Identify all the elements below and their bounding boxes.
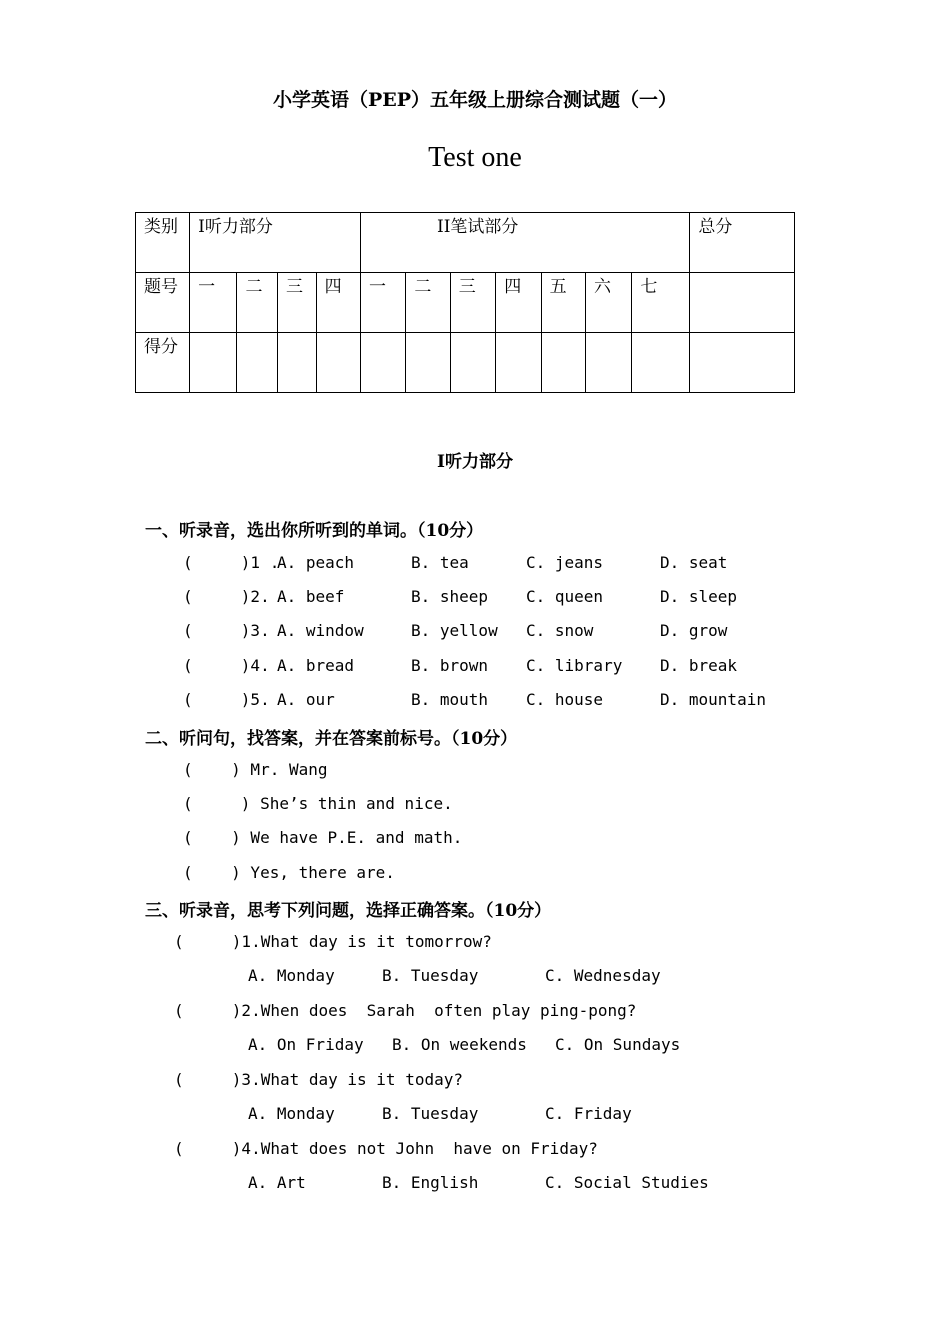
q1-option-c: C. house [526, 690, 604, 709]
q1-option-c: C. library [526, 656, 623, 675]
number-cell: 二 [237, 273, 278, 333]
q2-item: ( ) She’s thin and nice. [183, 794, 453, 813]
q3-option-c: C. Social Studies [545, 1173, 709, 1192]
q1-item-number: ( )2. [183, 587, 270, 606]
q3-option-a: A. Art [248, 1173, 306, 1192]
q2-item: ( ) Yes, there are. [183, 863, 395, 882]
score-cell[interactable] [541, 333, 585, 393]
score-cell[interactable] [586, 333, 632, 393]
q1-option-d: D. grow [660, 621, 728, 640]
q1-option-a: A. beef [277, 587, 345, 606]
number-cell: 五 [541, 273, 585, 333]
q1-item-number: ( )3. [183, 621, 270, 640]
q2-item: ( ) We have P.E. and math. [183, 828, 463, 847]
question-2-heading: 二、听问句，找答案，并在答案前标号。（10分） [145, 729, 518, 749]
number-cell: 二 [406, 273, 450, 333]
score-cell[interactable] [632, 333, 690, 393]
score-cell[interactable] [237, 333, 278, 393]
q3-option-b: B. Tuesday [382, 1104, 479, 1123]
number-cell: 四 [496, 273, 541, 333]
score-table [135, 212, 795, 393]
total-header: 总分 [690, 213, 795, 273]
score-cell[interactable] [316, 333, 360, 393]
q3-option-b: B. On weekends [392, 1035, 527, 1054]
score-cell[interactable] [360, 333, 405, 393]
q1-option-c: C. jeans [526, 553, 604, 572]
score-cell[interactable] [406, 333, 450, 393]
number-cell: 六 [586, 273, 632, 333]
total-number-cell [690, 273, 795, 333]
q3-option-a: A. Monday [248, 966, 335, 985]
total-score-cell[interactable] [690, 333, 795, 393]
q1-option-a: A. bread [277, 656, 355, 675]
number-cell: 四 [316, 273, 360, 333]
number-cell: 三 [450, 273, 495, 333]
q3-question: ( )2.When does Sarah often play ping-pong? [174, 1001, 637, 1020]
q3-question: ( )1.What day is it tomorrow? [174, 932, 492, 951]
score-cell[interactable] [190, 333, 237, 393]
q1-item-number: ( )4. [183, 656, 270, 675]
q2-item: ( ) Mr. Wang [183, 760, 328, 779]
q3-question: ( )4.What does not John have on Friday? [174, 1139, 598, 1158]
q3-option-c: C. Friday [545, 1104, 632, 1123]
q1-option-d: D. break [660, 656, 738, 675]
q1-item-number: ( )1 . [183, 553, 280, 572]
row-label-score: 得分 [136, 333, 190, 393]
q1-option-c: C. snow [526, 621, 594, 640]
q1-option-b: B. sheep [411, 587, 489, 606]
row-label-number: 题号 [136, 273, 190, 333]
number-cell: 三 [277, 273, 316, 333]
table-row [136, 213, 795, 273]
number-cell: 七 [632, 273, 690, 333]
table-row [136, 333, 795, 393]
q3-option-a: A. Monday [248, 1104, 335, 1123]
writing-header: II笔试部分 [360, 213, 689, 273]
q1-option-d: D. mountain [660, 690, 766, 709]
q3-question: ( )3.What day is it today? [174, 1070, 463, 1089]
score-cell[interactable] [450, 333, 495, 393]
q1-option-b: B. mouth [411, 690, 489, 709]
row-label-category: 类别 [136, 213, 190, 273]
number-cell: 一 [360, 273, 405, 333]
q3-option-c: C. On Sundays [555, 1035, 681, 1054]
q1-option-a: A. our [277, 690, 335, 709]
q1-item-number: ( )5. [183, 690, 270, 709]
score-cell[interactable] [277, 333, 316, 393]
score-cell[interactable] [496, 333, 541, 393]
question-1-heading: 一、听录音，选出你所听到的单词。（10分） [145, 521, 484, 541]
q1-option-a: A. window [277, 621, 364, 640]
number-cell: 一 [190, 273, 237, 333]
q1-option-d: D. sleep [660, 587, 738, 606]
q3-option-c: C. Wednesday [545, 966, 661, 985]
q1-option-c: C. queen [526, 587, 604, 606]
section-title: I听力部分 [437, 452, 513, 472]
q1-option-b: B. brown [411, 656, 489, 675]
page-subtitle: Test one [428, 142, 522, 173]
page-title: 小学英语（PEP）五年级上册综合测试题（一） [272, 89, 678, 111]
q1-option-d: D. seat [660, 553, 728, 572]
q1-option-b: B. tea [411, 553, 469, 572]
q3-option-b: B. Tuesday [382, 966, 479, 985]
table-row [136, 273, 795, 333]
q1-option-a: A. peach [277, 553, 355, 572]
q3-option-b: B. English [382, 1173, 479, 1192]
listening-header: I听力部分 [190, 213, 361, 273]
question-3-heading: 三、听录音，思考下列问题，选择正确答案。（10分） [145, 901, 552, 921]
q1-option-b: B. yellow [411, 621, 498, 640]
q3-option-a: A. On Friday [248, 1035, 364, 1054]
